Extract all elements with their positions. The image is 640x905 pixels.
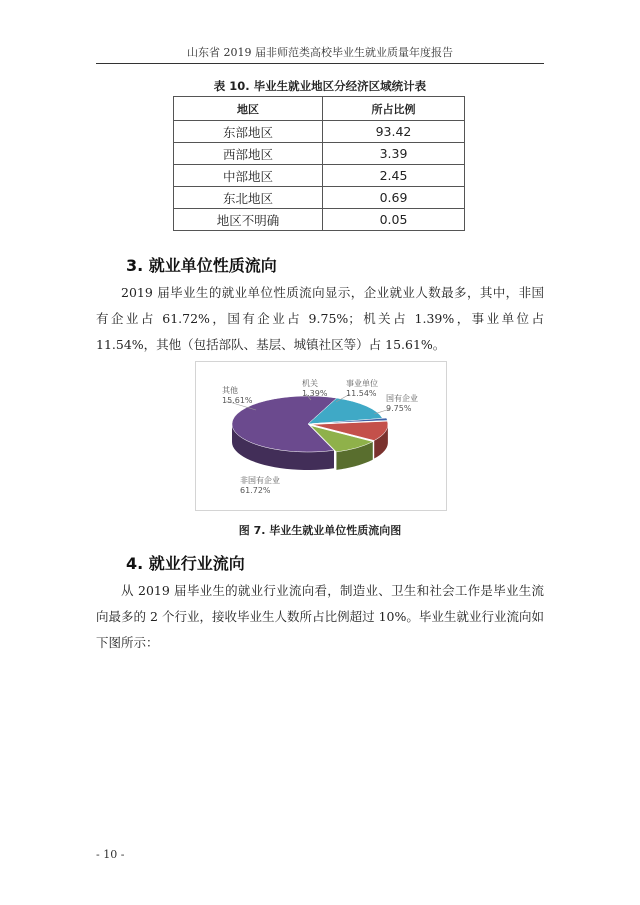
slice-category-label: 非国有企业: [240, 476, 280, 485]
region-name: 西部地区: [174, 143, 323, 165]
slice-label: [302, 378, 328, 400]
table-row: [174, 187, 465, 209]
header-divider: [96, 63, 544, 64]
slice-value-label: 1.39%: [302, 389, 328, 398]
column-header-region: 地区: [174, 97, 323, 121]
slice-value-label: 15.61%: [222, 396, 253, 405]
paragraph-employer-type: 2019 届毕业生的就业单位性质流向显示，企业就业人数最多，其中，非国有企业占 61.72%，国有企业占 9.75%；机关占 1.39%，事业单位占 11.54%，其他（包括部队、基层、城镇社区等）占 15.61%。: [96, 285, 544, 352]
slice-value-label: 11.54%: [346, 389, 377, 398]
slice-value-label: 9.75%: [386, 404, 412, 413]
column-header-share: 所占比例: [323, 97, 465, 121]
table-row: [174, 143, 465, 165]
section-heading-industry: 4. 就业行业流向: [126, 554, 245, 573]
slice-category-label: 其他: [222, 386, 238, 395]
section-heading-employer-type: 3. 就业单位性质流向: [126, 256, 277, 275]
table-caption: 表 10. 毕业生就业地区分经济区域统计表: [213, 79, 427, 93]
slice-value-label: 61.72%: [240, 486, 271, 495]
slice-label: [374, 393, 418, 414]
region-share: 0.05: [323, 209, 465, 231]
pie-chart: [196, 362, 446, 510]
pie-chart-container: [195, 361, 447, 511]
slice-category-label: 事业单位: [346, 379, 378, 388]
pie-tops: [232, 396, 388, 452]
paragraph-industry: 从 2019 届毕业生的就业行业流向看，制造业、卫生和社会工作是毕业生流向最多的 2 个行业，接收毕业生人数所占比例超过 10%。毕业生就业行业流向如下图所示：: [96, 583, 544, 650]
region-share: 3.39: [323, 143, 465, 165]
region-share: 0.69: [323, 187, 465, 209]
running-header: 山东省 2019 届非师范类高校毕业生就业质量年度报告: [187, 46, 453, 59]
table-header-row: [174, 97, 465, 121]
slice-category-label: 国有企业: [386, 394, 418, 403]
region-name: 东北地区: [174, 187, 323, 209]
figure-caption: 图 7. 毕业生就业单位性质流向图: [238, 524, 402, 537]
table-row: [174, 121, 465, 143]
page-number: - 10 -: [96, 848, 125, 861]
slice-label: [336, 378, 378, 402]
region-share: 93.42: [323, 121, 465, 143]
region-share: 2.45: [323, 165, 465, 187]
region-table: [173, 96, 465, 231]
table-row: [174, 165, 465, 187]
slice-category-label: 机关: [302, 379, 318, 388]
region-name: 中部地区: [174, 165, 323, 187]
region-name: 东部地区: [174, 121, 323, 143]
region-name: 地区不明确: [174, 209, 323, 231]
table-row: [174, 209, 465, 231]
slice-label: [240, 475, 280, 495]
